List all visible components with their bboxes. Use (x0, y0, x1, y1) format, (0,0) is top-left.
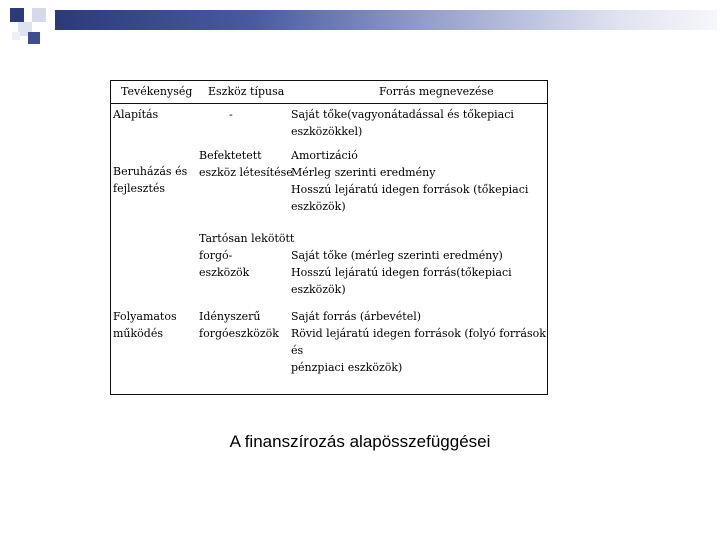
row-source: Saját tőke (mérleg szerinti eredmény) Hosszú lejáratú idegen forrás(tőkepiaci eszközök) (291, 249, 512, 296)
row-asset: - (229, 108, 233, 121)
deco-square (28, 32, 40, 44)
row-activity: Folyamatos működés (113, 310, 177, 340)
slide-caption: A finanszírozás alapösszefüggései (229, 432, 491, 451)
header-asset-type: Eszköz típusa (208, 85, 285, 98)
deco-square (10, 8, 24, 22)
row-source: Amortizáció Mérleg szerinti eredmény Hosszú lejáratú idegen források (tőkepiaci eszközök) (291, 149, 529, 213)
top-gradient-bar (55, 10, 717, 30)
row-activity: Alapítás (113, 108, 159, 121)
header-activity: Tevékenység (121, 85, 193, 98)
row-source: Saját forrás (árbevétel) Rövid lejáratú idegen források (folyó források és pénzpiaci eszközök) (291, 310, 546, 374)
financing-table (110, 80, 548, 395)
header-source-name: Forrás megnevezése (379, 85, 494, 98)
row-asset: Idényszerű forgóeszközök (199, 310, 279, 340)
row-asset: Befektetett eszköz létesítése (199, 149, 293, 179)
row-asset: Tartósan lekötött forgó- eszközök (199, 232, 295, 279)
header-divider (111, 103, 547, 104)
deco-square (12, 32, 20, 40)
row-source: Saját tőke(vagyonátadással és tőkepiaci eszközökkel) (291, 108, 514, 138)
deco-square (32, 8, 46, 22)
row-activity: Beruházás és fejlesztés (113, 165, 188, 195)
